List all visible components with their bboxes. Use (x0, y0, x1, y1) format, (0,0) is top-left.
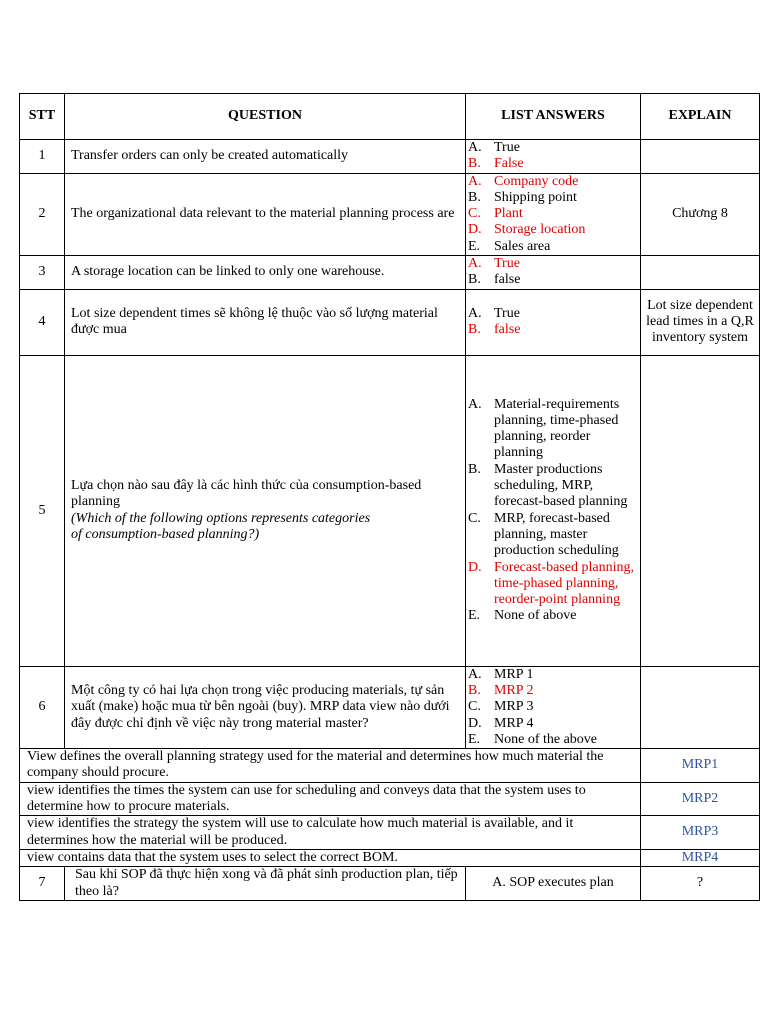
row-question: Transfer orders can only be created automatically (65, 140, 466, 174)
answer-option-correct: B. False (468, 156, 524, 172)
row-stt: 4 (20, 289, 65, 355)
view-description: View defines the overall planning strategy used for the material and determines how much material the company should procure. (20, 749, 641, 783)
header-answers: LIST ANSWERS (466, 94, 641, 140)
answer-option-correct: A. Company code (468, 173, 579, 189)
header-explain: EXPLAIN (641, 94, 760, 140)
row-explain: Lot size dependent lead times in a Q,R inventory system (641, 289, 760, 355)
table-row (20, 140, 760, 174)
question-vi: Lựa chọn nào sau đây là các hình thức của consumption-based planning (71, 478, 422, 510)
view-description: view identifies the times the system can use for scheduling and conveys data that the system uses to determine how to procure materials. (20, 782, 641, 816)
answer-option-correct: D. Storage location (468, 222, 586, 238)
row-question: Một công ty có hai lựa chọn trong việc producing materials, tự sản xuất (make) hoặc mua từ bên ngoài (buy). MRP data view nào dưới đây được chỉ định về việc này trong material master? (65, 666, 466, 748)
question-en-line: of consumption-based planning?) (71, 526, 260, 542)
view-description: view contains data that the system uses to select the correct BOM. (20, 849, 641, 866)
row-stt: 7 (20, 867, 65, 901)
answer-option-correct: C. Plant (468, 206, 523, 222)
view-row (20, 749, 760, 783)
answer-option: C. MRP 3 (468, 699, 534, 715)
row-explain (641, 355, 760, 666)
answer-option-correct: B. false (468, 322, 521, 338)
view-row (20, 782, 760, 816)
row-answers: A. SOP executes plan (466, 867, 641, 901)
row-stt: 5 (20, 355, 65, 666)
row-explain (641, 140, 760, 174)
answer-option: A. Material-requirements planning, time-phased planning, reorder planning (468, 396, 620, 461)
row-stt: 2 (20, 173, 65, 255)
answer-option: E. None of the above (468, 731, 598, 747)
answer-option: A. True (468, 140, 520, 155)
view-label: MRP2 (641, 782, 760, 816)
table-row (20, 355, 760, 666)
header-row (20, 94, 760, 140)
row-explain: ? (641, 867, 760, 901)
answer-option-correct: D. Forecast-based planning, time-phased planning, reorder-point planning (468, 559, 634, 608)
row-stt: 1 (20, 140, 65, 174)
row-answers (466, 355, 641, 666)
question-table (19, 93, 760, 901)
row-question (65, 355, 466, 666)
row-question: Sau khi SOP đã thực hiện xong và đã phát sinh production plan, tiếp theo là? (65, 867, 466, 901)
answer-option-correct: B. MRP 2 (468, 682, 534, 698)
question-en-line: (Which of the following options represents categories (71, 510, 371, 526)
table-row (20, 867, 760, 901)
answer-option: E. Sales area (468, 238, 551, 254)
row-question: A storage location can be linked to only one warehouse. (65, 256, 466, 290)
answer-option: B. false (468, 272, 521, 288)
table-row (20, 666, 760, 748)
row-answers (466, 173, 641, 255)
answer-option-correct: A. True (468, 256, 520, 272)
header-stt: STT (20, 94, 65, 140)
answer-option: C. MRP, forecast-based planning, master production scheduling (468, 510, 619, 559)
table-row (20, 289, 760, 355)
view-label: MRP3 (641, 816, 760, 850)
header-question: QUESTION (65, 94, 466, 140)
table-row (20, 256, 760, 290)
answer-option: E. None of above (468, 608, 577, 624)
answer-option: B. Shipping point (468, 189, 577, 205)
answer-option: B. Master productions scheduling, MRP, forecast-based planning (468, 461, 628, 510)
answer-option: A. MRP 1 (468, 666, 534, 682)
table-row (20, 173, 760, 255)
answer-option: D. MRP 4 (468, 715, 534, 731)
row-stt: 6 (20, 666, 65, 748)
row-stt: 3 (20, 256, 65, 290)
row-answers (466, 140, 641, 174)
row-question: Lot size dependent times sẽ không lệ thuộc vào số lượng material được mua (65, 289, 466, 355)
answer-option: A. True (468, 305, 520, 321)
view-label: MRP1 (641, 749, 760, 783)
row-answers (466, 289, 641, 355)
view-description: view identifies the strategy the system will use to calculate how much material is available, and it determines how the material will be produced. (20, 816, 641, 850)
row-question: The organizational data relevant to the material planning process are (65, 173, 466, 255)
row-answers (466, 256, 641, 290)
view-row (20, 816, 760, 850)
row-explain (641, 256, 760, 290)
row-explain (641, 666, 760, 748)
view-label: MRP4 (641, 849, 760, 866)
row-answers (466, 666, 641, 748)
view-row (20, 849, 760, 866)
row-explain: Chương 8 (641, 173, 760, 255)
